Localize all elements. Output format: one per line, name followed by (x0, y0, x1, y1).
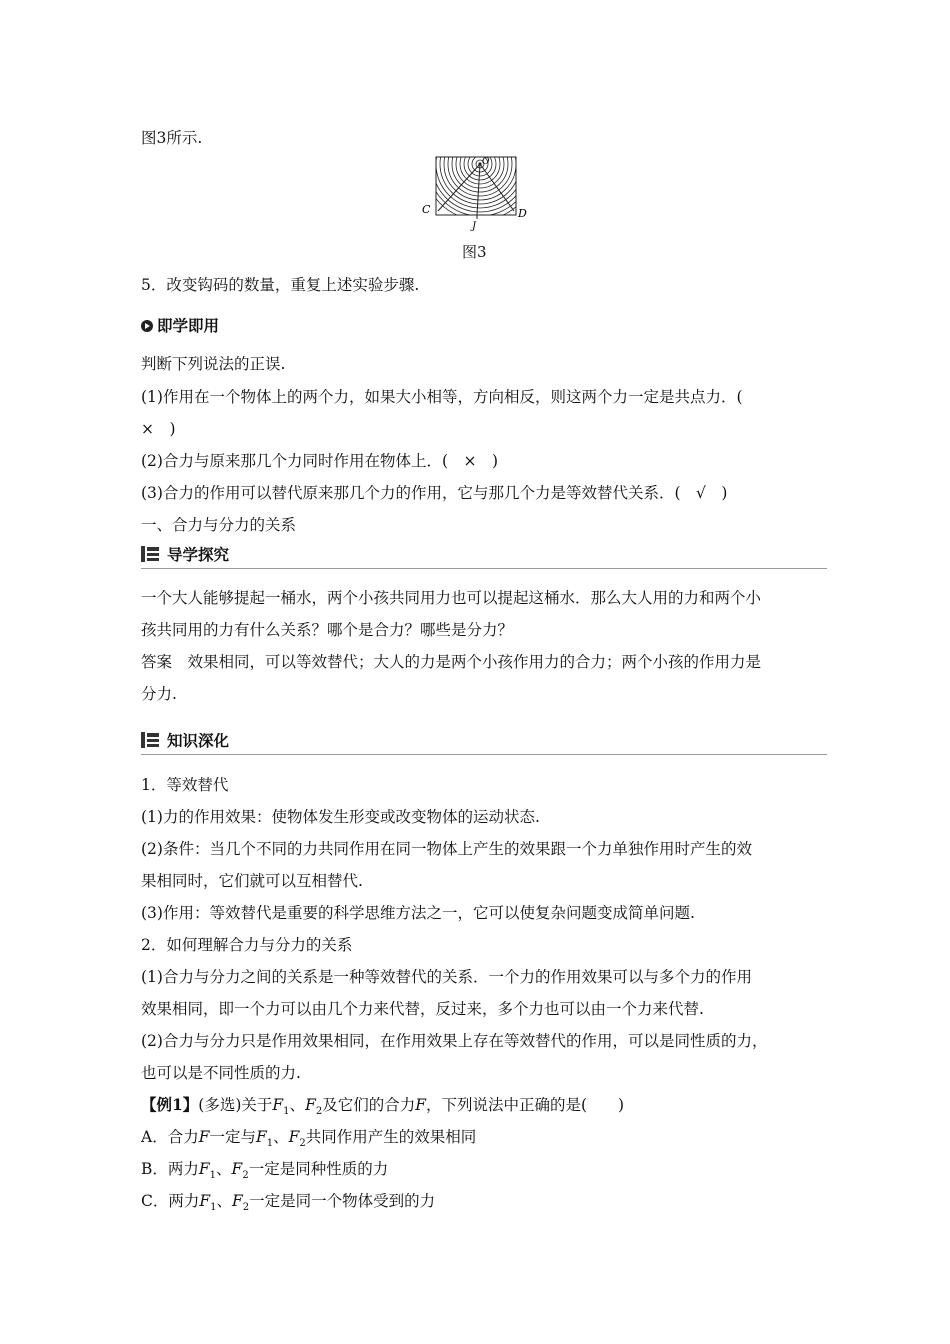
figure-label-d: D (518, 207, 527, 220)
knowledge-line-1: 1．等效替代 (141, 776, 229, 794)
figure-caption: 图3 (462, 243, 487, 261)
option-c (141, 1191, 435, 1218)
figure-3-diagram (420, 153, 535, 233)
guide-heading (141, 544, 229, 564)
practice-heading-text: 即学即用 (157, 317, 220, 335)
force-f: F (231, 1160, 243, 1178)
force-f: F (198, 1160, 210, 1178)
separator: 、 (273, 1128, 289, 1146)
option-a-post: 共同作用产生的效果相同 (305, 1128, 477, 1146)
knowledge-line-3: (2)条件：当几个不同的力共同作用在同一物体上产生的效果跟一个力单独作用时产生的效 (141, 840, 752, 858)
force-f: F (305, 1096, 316, 1114)
example-tag: 【例1】 (141, 1095, 199, 1114)
option-b-pre: B．两力 (141, 1160, 199, 1178)
example-stem-a: (多选)关于 (198, 1096, 273, 1114)
knowledge-line-7: (1)合力与分力之间的关系是一种等效替代的关系．一个力的作用效果可以与多个力的作用 (141, 968, 752, 986)
example-1-stem (141, 1095, 624, 1122)
subscript-1: 1 (210, 1202, 217, 1214)
subscript-1: 1 (266, 1138, 274, 1150)
section-bars-icon (141, 732, 159, 748)
force-f: F (272, 1096, 284, 1114)
play-circle-icon (141, 320, 153, 332)
knowledge-line-5: (3)作用：等效替代是重要的科学思维方法之一，它可以使复杂问题变成简单问题. (141, 904, 695, 922)
knowledge-line-6: 2．如何理解合力与分力的关系 (141, 936, 353, 954)
knowledge-heading-text: 知识深化 (167, 732, 230, 750)
figure-reference-text: 图3所示. (141, 129, 203, 147)
option-b (141, 1159, 388, 1186)
option-c-pre: C．两力 (141, 1192, 200, 1210)
knowledge-line-9: (2)合力与分力只是作用效果相同，在作用效果上存在等效替代的作用，可以是同性质的力， (141, 1032, 768, 1050)
guide-line-1: 一个大人能够提起一桶水，两个小孩共同用力也可以提起这桶水．那么大人用的力和两个小 (141, 589, 762, 607)
subscript-2: 2 (299, 1138, 306, 1150)
force-f: F (198, 1128, 210, 1146)
knowledge-line-8: 效果相同，即一个力可以由几个力来代替，反过来，多个力也可以由一个力来代替. (141, 1000, 704, 1018)
option-c-post: 一定是同一个物体受到的力 (249, 1192, 436, 1210)
force-f: F (415, 1096, 426, 1114)
practice-item-1: (1)作用在一个物体上的两个力，如果大小相等，方向相反，则这两个力一定是共点力．( (141, 388, 743, 406)
guide-answer-line-1: 答案 效果相同，可以等效替代；大人的力是两个小孩作用力的合力；两个小孩的作用力是 (141, 653, 762, 671)
figure-label-c: C (422, 203, 431, 216)
option-a-pre: A．合力 (141, 1128, 199, 1146)
practice-item-3: (3)合力的作用可以替代原来那几个力的作用，它与那几个力是等效替代关系．( √ ) (141, 484, 728, 502)
guide-divider (141, 568, 827, 569)
section-1-title: 一、合力与分力的关系 (141, 516, 297, 534)
practice-prompt: 判断下列说法的正误. (141, 355, 286, 373)
force-f: F (199, 1192, 211, 1210)
knowledge-line-2: (1)力的作用效果：使物体发生形变或改变物体的运动状态. (141, 808, 540, 826)
practice-item-1-answer: × ) (141, 420, 176, 438)
subscript-2: 2 (242, 1170, 249, 1182)
option-a-mid: 一定与 (209, 1128, 256, 1146)
force-f: F (288, 1128, 300, 1146)
guide-heading-text: 导学探究 (167, 546, 230, 564)
separator: 、 (216, 1160, 232, 1178)
force-f: F (232, 1192, 243, 1210)
example-stem-c: ，下列说法中正确的是( ) (425, 1096, 625, 1114)
example-stem-b: 及它们的合力 (322, 1096, 416, 1114)
figure-label-j: J (472, 221, 477, 232)
subscript-1: 1 (283, 1106, 290, 1118)
practice-heading (141, 316, 219, 336)
knowledge-line-4: 果相同时，它们就可以互相替代. (141, 872, 363, 890)
knowledge-line-10: 也可以是不同性质的力. (141, 1064, 301, 1082)
separator: 、 (289, 1096, 306, 1114)
section-bars-icon (141, 546, 159, 562)
separator: 、 (216, 1192, 233, 1210)
knowledge-heading (141, 730, 229, 750)
knowledge-divider (141, 754, 827, 755)
guide-answer-line-2: 分力. (141, 685, 177, 703)
option-a (141, 1127, 476, 1154)
guide-line-2: 孩共同用的力有什么关系？哪个是合力？哪些是分力？ (141, 621, 514, 639)
option-b-post: 一定是同种性质的力 (248, 1160, 389, 1178)
figure-label-o: O (482, 157, 490, 167)
subscript-1: 1 (209, 1170, 217, 1182)
force-f: F (255, 1128, 267, 1146)
practice-item-2: (2)合力与原来那几个力同时作用在物体上．( × ) (141, 452, 499, 470)
subscript-2: 2 (242, 1202, 250, 1214)
step-5-text: 5．改变钩码的数量，重复上述实验步骤. (141, 276, 420, 294)
subscript-2: 2 (315, 1106, 323, 1118)
